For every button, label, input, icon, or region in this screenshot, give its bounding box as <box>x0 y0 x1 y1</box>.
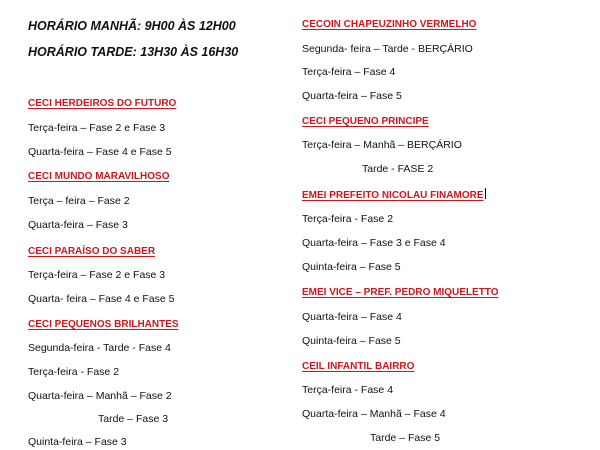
schedule-line: Segunda-feira - Tarde - Fase 4 <box>28 342 171 354</box>
schedule-line: Terça-feira – Manhã – BERÇÁRIO <box>302 139 462 151</box>
schedule-line: Quarta-feira – Fase 4 e Fase 5 <box>28 146 172 158</box>
section-title: CEIL INFANTIL BAIRRO <box>302 361 415 372</box>
section-title: CECI MUNDO MARAVILHOSO <box>28 171 170 182</box>
section-title: EMEI PREFEITO NICOLAU FINAMORE <box>302 190 484 201</box>
schedule-line: Quinta-feira – Fase 5 <box>302 335 401 347</box>
schedule-line: Terça – feira – Fase 2 <box>28 195 130 207</box>
schedule-line: Quinta-feira – Fase 5 <box>302 261 401 273</box>
schedule-line: Tarde – Fase 3 <box>98 413 169 425</box>
schedule-line: Terça-feira – Fase 4 <box>302 66 396 78</box>
schedule-line: Terça-feira - Fase 4 <box>302 384 394 396</box>
text-cursor-icon <box>485 188 486 199</box>
schedule-line: Terça-feira – Fase 2 e Fase 3 <box>28 269 166 281</box>
section-title: CECI PEQUENO PRINCIPE <box>302 116 429 127</box>
schedule-line: Terça-feira - Fase 2 <box>302 213 394 225</box>
section-title-with-cursor <box>302 188 486 202</box>
schedule-line: Segunda- feira – Tarde - BERÇÁRIO <box>302 43 473 55</box>
schedule-line: Quinta-feira – Fase 3 <box>28 436 127 448</box>
schedule-line: Quarta-feira – Manhã – Fase 2 <box>28 390 172 402</box>
schedule-line: Quarta-feira – Fase 4 <box>302 311 402 323</box>
schedule-line: Terça-feira – Fase 2 e Fase 3 <box>28 122 166 134</box>
schedule-line: Terça-feira - Fase 2 <box>28 366 120 378</box>
schedule-line: Tarde - FASE 2 <box>362 163 434 175</box>
schedule-line: Quarta-feira – Fase 3 e Fase 4 <box>302 237 446 249</box>
section-title: CECOIN CHAPEUZINHO VERMELHO <box>302 19 477 30</box>
section-title: CECI PARAÍSO DO SABER <box>28 246 156 257</box>
schedule-line: Tarde – Fase 5 <box>370 432 441 444</box>
afternoon-schedule-heading: HORÁRIO TARDE: 13H30 ÀS 16H30 <box>28 45 239 59</box>
schedule-line: Quarta- feira – Fase 4 e Fase 5 <box>28 293 175 305</box>
morning-schedule-heading: HORÁRIO MANHÃ: 9H00 ÀS 12H00 <box>28 19 236 33</box>
schedule-line: Quarta-feira – Manhã – Fase 4 <box>302 408 446 420</box>
section-title: CECI HERDEIROS DO FUTURO <box>28 98 177 109</box>
schedule-line: Quarta-feira – Fase 3 <box>28 219 128 231</box>
section-title: EMEI VICE – PREF. PEDRO MIQUELETTO <box>302 287 499 298</box>
schedule-line: Quarta-feira – Fase 5 <box>302 90 402 102</box>
section-title: CECI PEQUENOS BRILHANTES <box>28 319 179 330</box>
